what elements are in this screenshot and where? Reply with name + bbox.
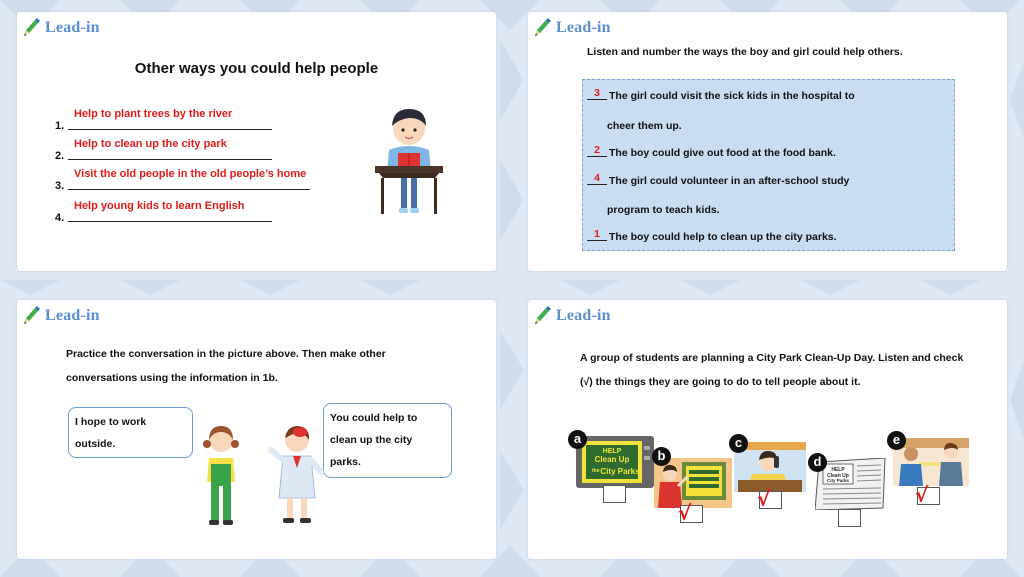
option-e-checkmark: √	[915, 483, 929, 507]
answer-line-2	[55, 138, 315, 162]
blank-line	[68, 129, 272, 130]
answer-text: Help young kids to learn English	[74, 200, 245, 212]
option-d-checkbox[interactable]	[838, 509, 861, 527]
sign-text: Clean Up	[594, 455, 630, 464]
pencil-icon	[532, 17, 552, 39]
panel-other-ways	[17, 12, 496, 271]
option-c-checkmark: √	[757, 487, 771, 511]
lead-in-title: Lead-in	[45, 307, 100, 324]
panel-practice-conversation	[17, 300, 496, 559]
panel-listen-number	[528, 12, 1007, 271]
answer-text: Visit the old people in the old people’s home	[74, 168, 307, 180]
answer-text: Help to plant trees by the river	[74, 108, 233, 120]
speech-bubble-girl	[68, 407, 193, 458]
lead-in-title: Lead-in	[556, 19, 611, 36]
number-blank: 3	[587, 87, 607, 100]
sentence-text: The girl could visit the sick kids in the hospital to	[609, 90, 855, 102]
instruction	[580, 346, 990, 394]
item-number: 2.	[55, 150, 65, 162]
sentence-text: The girl could volunteer in an after-school study	[609, 175, 850, 187]
sentence-text: The boy could give out food at the food bank.	[609, 147, 836, 159]
pencil-icon	[532, 305, 552, 327]
pencil-icon	[21, 17, 41, 39]
item-number: 3.	[55, 180, 65, 192]
instruction-line: Practice the conversation in the picture above. Then make other	[66, 348, 386, 360]
option-b-poster-picture	[654, 458, 732, 508]
sentence-row-1	[587, 87, 855, 103]
blank-line	[68, 189, 310, 190]
instruction-line: conversations using the information in 1b.	[66, 372, 278, 384]
number-blank: 4	[587, 172, 607, 185]
panel-listen-check	[528, 300, 1007, 559]
option-letter-c: c	[729, 434, 748, 453]
sign-text: the	[592, 468, 600, 474]
answer-line-1	[55, 108, 315, 132]
kids-talking-illustration	[197, 424, 327, 528]
bubble-line: outside.	[75, 438, 116, 450]
answer-line-4	[55, 200, 315, 224]
sentence-text: cheer them up.	[607, 120, 682, 132]
lead-in-header	[532, 304, 611, 328]
answer-text: Help to clean up the city park	[74, 138, 227, 150]
speech-bubble-boy	[323, 403, 452, 478]
sentence-row-4	[587, 228, 837, 244]
option-letter-b: b	[652, 447, 671, 466]
bubble-line: clean up the city	[330, 434, 413, 446]
instruction-line: (√) the things they are going to do to tell people about it.	[580, 376, 861, 388]
pencil-icon	[21, 305, 41, 327]
number-blank: 2	[587, 144, 607, 157]
instruction-line: A group of students are planning a City Park Clean-Up Day. Listen and check	[580, 352, 964, 364]
sentence-row-1-cont	[607, 120, 682, 132]
option-letter-a: a	[568, 430, 587, 449]
sentence-text: program to teach kids.	[607, 204, 720, 216]
instruction: Listen and number the ways the boy and girl could help others.	[587, 46, 903, 58]
instruction	[66, 342, 446, 390]
panel-title: Other ways you could help people	[134, 60, 379, 77]
item-number: 1.	[55, 120, 65, 132]
bubble-line: You could help to	[330, 412, 418, 424]
sentence-row-2	[587, 144, 836, 160]
option-a-checkbox[interactable]	[603, 485, 626, 503]
bubble-line: I hope to work	[75, 416, 147, 428]
option-letter-e: e	[887, 431, 906, 450]
sign-text: City Parks	[600, 467, 640, 476]
sentence-row-3-cont	[607, 204, 720, 216]
sign-text: Clean Up	[827, 473, 849, 479]
sign-text: HELP	[831, 467, 845, 473]
sign-text: HELP	[602, 448, 622, 455]
number-blank: 1	[587, 228, 607, 241]
blank-line	[68, 221, 272, 222]
sentence-text: The boy could help to clean up the city parks.	[609, 231, 837, 243]
lead-in-title: Lead-in	[556, 307, 611, 324]
sign-text: City Parks	[826, 478, 850, 483]
lead-in-title: Lead-in	[45, 19, 100, 36]
sentence-row-3	[587, 172, 850, 188]
sentence-box	[582, 79, 955, 251]
boy-reading-illustration	[369, 106, 449, 216]
bubble-line: parks.	[330, 456, 361, 468]
lead-in-header	[21, 16, 100, 40]
option-letter-d: d	[808, 453, 827, 472]
option-a-tv-picture	[576, 436, 654, 488]
item-number: 4.	[55, 212, 65, 224]
lead-in-header	[21, 304, 100, 328]
option-b-checkmark: √	[678, 501, 692, 525]
blank-line	[68, 159, 272, 160]
lead-in-header	[532, 16, 611, 40]
answer-line-3	[55, 168, 315, 192]
